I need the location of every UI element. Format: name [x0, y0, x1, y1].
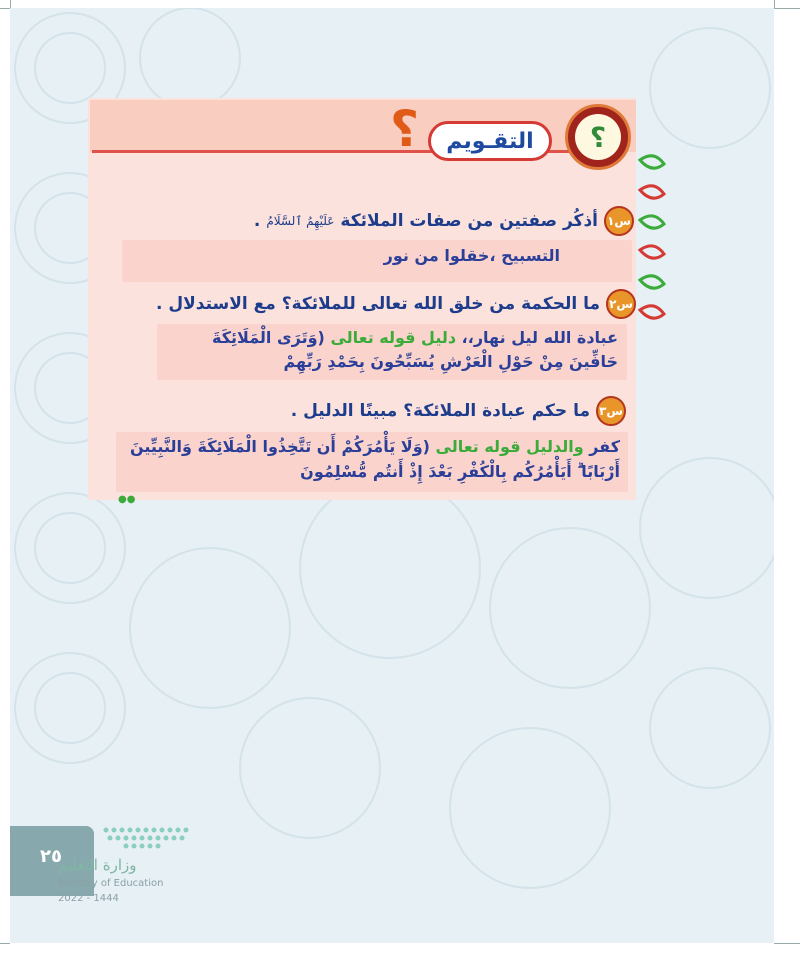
- crop-mark: [10, 0, 11, 8]
- answer-plain: كفر: [589, 437, 620, 456]
- crop-mark: [774, 0, 775, 8]
- answer-3-line-2: أَرْبَابًا ۗ أَيَأْمُرُكُم بِالْكُفْرِ بَعْدَ إِذْ أَنتُم مُّسْلِمُونَ: [300, 462, 620, 481]
- answer-quran: (وَلَا يَأْمُرَكُمْ أَن تَتَّخِذُوا الْمَلَائِكَةَ وَالنَّبِيِّينَ: [129, 437, 430, 456]
- answer-2-line-2: حَافِّينَ مِنْ حَوْلِ الْعَرْشِ يُسَبِّحُونَ بِحَمْدِ رَبِّهِمْ: [283, 352, 618, 371]
- dots-ornament: ●●: [118, 494, 136, 505]
- answer-quran: (وَتَرَى الْمَلَائِكَةَ: [212, 328, 325, 347]
- answer-plain: عبادة الله ليل نهار،،: [461, 328, 618, 347]
- question-end: .: [253, 211, 261, 231]
- question-2: [156, 289, 636, 319]
- question-3: [291, 396, 626, 426]
- section-badge-icon: [565, 104, 631, 170]
- honorific-text: عَلَيْهِمُ ٱلسَّلَامُ: [266, 214, 335, 228]
- crop-mark: [774, 943, 800, 944]
- panel-header-band: [90, 100, 636, 158]
- question-number-badge: س٢: [606, 289, 636, 319]
- answer-1-line-1: التسبيح ،خقلوا من نور: [383, 246, 560, 265]
- question-number-badge: س١: [604, 206, 634, 236]
- question-number-badge: س٣: [596, 396, 626, 426]
- question-text: ما الحكمة من خلق الله تعالى للملائكة؟ مع الاستدلال .: [155, 294, 600, 314]
- crop-mark: [0, 943, 10, 944]
- edition-year: 2022 - 1444: [58, 893, 119, 904]
- question-text: ما حكم عبادة الملائكة؟ مبينًا الدليل .: [290, 401, 590, 421]
- crop-mark: [774, 8, 800, 9]
- section-title: التقـويم: [428, 121, 552, 161]
- answer-2-line-1: [212, 328, 618, 347]
- ministry-name-arabic: وزارة التعليم: [58, 856, 137, 874]
- crop-mark: [0, 8, 10, 9]
- ministry-name-english: Ministry of Education: [58, 878, 164, 889]
- question-mark-icon: ؟: [390, 100, 420, 158]
- badge-question-icon: ؟: [575, 114, 621, 160]
- answer-3-line-1: [130, 437, 620, 456]
- question-text: أذكُر صفتين من صفات الملائكة: [340, 211, 598, 231]
- answer-green: دليل قوله تعالى: [330, 328, 457, 347]
- question-1: [254, 206, 634, 236]
- answer-green: والدليل قوله تعالى: [435, 437, 584, 456]
- side-ornament: [634, 150, 672, 340]
- page-number: ٢٥: [40, 846, 62, 867]
- ministry-logo-icon: [96, 822, 192, 858]
